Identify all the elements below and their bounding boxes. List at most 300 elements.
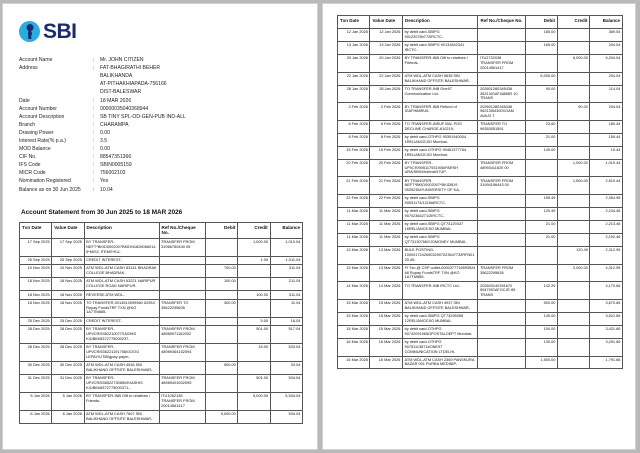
info-colon: : <box>93 97 95 104</box>
cell-debit: 165.00 <box>525 41 557 54</box>
table-row <box>338 41 623 54</box>
cell-description: BY TRANSFER-INB Gift to relatives / Friends- <box>402 54 478 72</box>
cell-value-date: 25 Dec 2025 <box>52 317 84 325</box>
info-label: Interest Rate(% p.a.) <box>19 137 66 144</box>
info-value: 0.00 <box>100 129 110 136</box>
cell-credit <box>557 41 589 54</box>
cell-debit <box>525 103 557 121</box>
cell-value-date: 28 Dec 2025 <box>52 325 84 343</box>
cell-balance: 3,421.66 <box>590 325 623 338</box>
cell-value-date: 6 Feb 2026 <box>370 120 402 133</box>
info-colon: : <box>93 121 95 128</box>
statement-period-title: Account Statement from 30 Jun 2025 to 18 MAR 2026 <box>21 208 183 216</box>
cell-description: by debit card-SBIPG 90122078h772IRCTC- <box>402 29 478 42</box>
statement-page-1 <box>2 3 318 450</box>
column-header-debit: Debit <box>206 222 238 238</box>
cell-ref-no <box>159 291 206 299</box>
cell-balance: 33.04 <box>270 361 302 374</box>
cell-debit: 21.00 <box>525 234 557 247</box>
table-row <box>20 317 303 325</box>
info-value: 10.04 <box>100 186 113 193</box>
cell-txn-date: 13 Mar 2026 <box>338 246 370 264</box>
info-colon: : <box>93 113 95 120</box>
info-row-opening-balance <box>19 186 186 194</box>
info-row-interest-rate <box>19 137 186 145</box>
cell-ref-no: TRANSFER FROM 31994196443 00 <box>478 177 525 195</box>
info-row-cif-no <box>19 153 186 161</box>
info-label: Balance as on 30 Jun 2025 <box>19 186 81 193</box>
cell-debit: 300.00 <box>206 299 238 317</box>
cell-ref-no: TRANSFER FROM 31966760440 05 <box>159 238 206 256</box>
info-label: Address <box>19 65 38 72</box>
table-row <box>338 246 623 264</box>
cell-balance: 517.04 <box>270 325 302 343</box>
info-row-branch <box>19 121 186 129</box>
table-row <box>338 325 623 338</box>
info-colon: : <box>93 129 95 136</box>
cell-description: ATM WDL-ATM CASH 5635 SBI BALIKHAND OFFSITE BALESHWAR- <box>402 72 478 85</box>
info-colon: : <box>93 65 95 72</box>
cell-balance: 311.04 <box>270 265 302 278</box>
info-label: Account Description <box>19 113 65 120</box>
cell-debit: 500.00 <box>206 361 238 374</box>
cell-txn-date: 13 Mar 2026 <box>338 264 370 282</box>
table-row <box>338 103 623 121</box>
cell-description: by debit card-OTHPG 90742091965OPOSTALDEPT Mumbai- <box>402 325 478 338</box>
column-header-txn-date: Txn Date <box>338 16 370 29</box>
cell-balance: 2,234.46 <box>590 208 623 221</box>
cell-ref-no: TRANSFER FROM 48993411620 00 <box>478 159 525 177</box>
cell-txn-date: 28 Jan 2026 <box>338 85 370 103</box>
cell-balance: 114.04 <box>590 85 623 103</box>
info-row-account-number <box>19 105 186 113</box>
transaction-table-page-1 <box>19 222 303 424</box>
info-value: 756002103 <box>100 170 126 177</box>
table-row <box>20 410 303 423</box>
column-header-description: Description <box>402 16 478 29</box>
info-value: CHARAMPA <box>100 121 129 128</box>
cell-description: by debit card-OTHPG 90461377764 1RELIANCEJIO Mumbai- <box>402 146 478 159</box>
info-row-date <box>19 96 186 104</box>
cell-value-date: 15 Mar 2026 <box>370 312 402 325</box>
cell-debit <box>206 343 238 361</box>
cell-balance: 3,291.66 <box>590 338 623 356</box>
info-row-micr-code <box>19 169 186 177</box>
cell-debit: 1,500.00 <box>525 356 557 369</box>
cell-ref-no <box>478 299 525 312</box>
table-row <box>20 299 303 317</box>
address-line-row <box>19 72 186 80</box>
cell-description: by debit card-OTHPG 90751113871#ONE97 COMMUNICATION LTDELHI- <box>402 338 478 356</box>
cell-ref-no <box>159 256 206 264</box>
cell-value-date: 6 Jan 2026 <box>52 410 84 423</box>
cell-debit: 149.00 <box>525 312 557 325</box>
cell-credit: 90.00 <box>557 103 589 121</box>
cell-txn-date: 30 Dec 2025 <box>20 361 52 374</box>
cell-credit: 501.00 <box>238 325 270 343</box>
cell-balance: 180.44 <box>590 120 623 133</box>
cell-balance: 534.04 <box>270 410 302 423</box>
info-row-account-name <box>19 56 186 64</box>
cell-txn-date: 22 Feb 2026 <box>338 195 370 208</box>
info-value: 18 MAR 2026 <box>100 97 132 104</box>
table-row <box>338 312 623 325</box>
cell-balance: 3,521.66 <box>590 312 623 325</box>
cell-txn-date: 15 Feb 2026 <box>338 146 370 159</box>
cell-credit: 5.00 <box>238 317 270 325</box>
column-header-ref-no: Ref No./Cheque No. <box>478 16 525 29</box>
cell-txn-date: 2 Feb 2026 <box>338 103 370 121</box>
table-row <box>338 264 623 282</box>
cell-debit: 21.00 <box>525 133 557 146</box>
info-value: Yes <box>100 178 109 185</box>
table-header-row <box>338 16 623 29</box>
sbi-logo <box>19 18 303 44</box>
cell-txn-date: 31 Dec 2025 <box>20 374 52 392</box>
cell-credit: 1,000.00 <box>238 238 270 256</box>
cell-ref-no <box>478 208 525 221</box>
cell-balance: 2,312.95 <box>590 246 623 264</box>
info-label: MOD Balance <box>19 146 51 153</box>
info-value: 0.00 <box>100 146 110 153</box>
cell-value-date: 12 Jan 2026 <box>370 29 402 42</box>
cell-txn-date: 21 Feb 2026 <box>338 177 370 195</box>
column-header-value-date: Value Date <box>370 16 402 29</box>
table-row <box>338 356 623 369</box>
cell-credit <box>557 338 589 356</box>
cell-ref-no: ITU1062136 TRANSFER FROM 20014561417 <box>159 392 206 410</box>
cell-debit <box>525 177 557 195</box>
info-row-mod-balance <box>19 145 186 153</box>
cell-description: BY TRANSFER-INB Gift to relatives / Friends- <box>84 392 159 410</box>
cell-credit: 1,000.00 <box>557 159 589 177</box>
cell-ref-no <box>159 317 206 325</box>
cell-description: BULK POSTING-100001724269032907023647732RFN0120.49- <box>402 246 478 264</box>
cell-credit <box>557 133 589 146</box>
table-row <box>20 392 303 410</box>
cell-value-date: 31 Dec 2025 <box>52 374 84 392</box>
cell-txn-date: 11 Mar 2026 <box>338 208 370 221</box>
info-colon: : <box>93 170 95 177</box>
cell-txn-date: 8 Feb 2026 <box>338 133 370 146</box>
address-line: DIST-BALESWAR <box>100 89 142 96</box>
cell-balance: 3,670.66 <box>590 299 623 312</box>
cell-credit <box>238 410 270 423</box>
cell-description: by debit card-SBIPG QT73129437 16RELIANCEJIO MUMBAI- <box>402 221 478 234</box>
cell-value-date: 15 Feb 2026 <box>370 146 402 159</box>
cell-description: BY TRANSFER-NEFT*BKID0002007BKIDN18260660145*MISC ITEMS*KU- <box>84 238 159 256</box>
info-label: Account Name <box>19 57 53 64</box>
transaction-rows-page-1 <box>20 238 303 423</box>
cell-description: BY TRANSFER-UPI/CR/536221007/TIASHIS K/UBIN/8372775000237- <box>84 325 159 343</box>
cell-ref-no <box>478 29 525 42</box>
cell-credit <box>557 146 589 159</box>
info-row-account-description <box>19 113 186 121</box>
cell-value-date: 2 Feb 2026 <box>370 103 402 121</box>
cell-ref-no: ITU2732038 TRANSFER FROM 20014561417 <box>478 54 525 72</box>
cell-balance: 5,534.04 <box>270 392 302 410</box>
cell-credit <box>557 356 589 369</box>
column-header-balance: Balance <box>590 16 623 29</box>
cell-txn-date: 28 Dec 2025 <box>20 325 52 343</box>
cell-ref-no: 202603140391670 59479IGAFOCJE 85 TRANS <box>478 282 525 300</box>
address-line-row <box>19 80 186 88</box>
cell-debit: 100.00 <box>525 325 557 338</box>
info-label: Account Number <box>19 105 57 112</box>
sbi-keyhole-icon <box>19 21 40 42</box>
statement-page-2 <box>322 3 636 450</box>
cell-debit <box>206 317 238 325</box>
cell-value-date: 28 Dec 2025 <box>52 343 84 361</box>
table-row <box>20 325 303 343</box>
info-colon: : <box>93 105 95 112</box>
cell-value-date: 18 Nov 2025 <box>52 291 84 299</box>
cell-balance: 2,354.95 <box>590 195 623 208</box>
cell-ref-no <box>159 361 206 374</box>
cell-balance: 1,011.04 <box>270 256 302 264</box>
cell-value-date: 11 Mar 2026 <box>370 234 402 247</box>
info-colon: : <box>93 146 95 153</box>
cell-balance: 1,010.44 <box>590 159 623 177</box>
cell-txn-date: 15 Mar 2026 <box>338 312 370 325</box>
cell-ref-no <box>159 278 206 291</box>
cell-txn-date: 15 Mar 2026 <box>338 325 370 338</box>
info-colon: : <box>93 186 95 193</box>
info-label: MICR Code <box>19 170 46 177</box>
column-header-description: Description <box>84 222 159 238</box>
cell-balance: 11.04 <box>270 299 302 317</box>
info-label: Date <box>19 97 30 104</box>
cell-txn-date: 11 Mar 2026 <box>338 234 370 247</box>
cell-description: BY TRANSFER-UPI/CR/536221191756/GOOG LEPAY/UTIB/gpay-paym- <box>84 343 159 361</box>
info-colon: : <box>93 137 95 144</box>
cell-description: CREDIT INTEREST- <box>84 256 159 264</box>
column-header-balance: Balance <box>270 222 302 238</box>
cell-debit: 142.29 <box>525 282 557 300</box>
cell-ref-no: 202601280345436 36213IGAFI4868R 10 TRANS <box>478 85 525 103</box>
cell-description: ATM WDL-ATM CASH 7607 SBI BALIKHAND OFFSITE BALESHWAR- <box>84 410 159 423</box>
table-row <box>20 265 303 278</box>
column-header-debit: Debit <box>525 16 557 29</box>
cell-ref-no <box>478 246 525 264</box>
cell-ref-no: TRANSFER TO 96353051591 <box>478 120 525 133</box>
info-row-drawing-power <box>19 129 186 137</box>
cell-ref-no <box>478 72 525 85</box>
account-info-table <box>19 56 186 194</box>
cell-value-date: 16 Mar 2026 <box>370 356 402 369</box>
cell-balance: 159.44 <box>590 133 623 146</box>
cell-debit <box>206 392 238 410</box>
table-row <box>338 177 623 195</box>
cell-credit <box>557 325 589 338</box>
info-value: Mr. JOHN CITIZEN <box>100 57 144 64</box>
cell-description: ATM WDL-ATM CASH 2369 PANSKURA BAZAR 001 PURBA MEDINIP- <box>402 356 478 369</box>
info-value: SB TINY SPL-OD-GEN-PUB IND-ALL <box>100 113 186 120</box>
cell-credit: 2,000.00 <box>557 264 589 282</box>
cell-description: ATM WDL-ATM CASH 4937 SBI BALIKHAND OFFSITE BALESHWAR- <box>402 299 478 312</box>
cell-value-date: 10 Nov 2025 <box>52 265 84 278</box>
cell-debit <box>206 325 238 343</box>
cell-txn-date: 12 Jan 2026 <box>338 29 370 42</box>
column-header-value-date: Value Date <box>52 222 84 238</box>
cell-value-date: 14 Mar 2026 <box>370 282 402 300</box>
cell-description: by debit card-OTHPG 90391940004 1RELIANCEJIO Mumbai- <box>402 133 478 146</box>
cell-value-date: 25 Sep 2025 <box>52 256 84 264</box>
info-value: 00000035040368944 <box>100 105 149 112</box>
address-line-row <box>19 88 186 96</box>
cell-description: by debit card-SBIPG QT73295055 12RELIANCEJIO MUMBAI- <box>402 312 478 325</box>
cell-txn-date: 25 Dec 2025 <box>20 317 52 325</box>
cell-txn-date: 18 Nov 2025 <box>20 278 52 291</box>
cell-credit <box>557 120 589 133</box>
table-row <box>20 361 303 374</box>
cell-balance: 533.04 <box>270 343 302 361</box>
cell-value-date: 13 Mar 2026 <box>370 246 402 264</box>
cell-credit <box>557 195 589 208</box>
cell-description: ATM WDL-ATM CASH 4518 SBI BALIKHAND OFFSITE BALESHWAR- <box>84 361 159 374</box>
table-row <box>20 343 303 361</box>
address-line: BALIKHANDA <box>100 73 133 80</box>
cell-balance: 1,010.04 <box>270 238 302 256</box>
cell-ref-no <box>478 356 525 369</box>
cell-txn-date: 22 Jan 2026 <box>338 72 370 85</box>
cell-debit <box>206 291 238 299</box>
table-row <box>20 256 303 264</box>
cell-value-date: 18 Nov 2025 <box>52 299 84 317</box>
cell-value-date: 15 Mar 2026 <box>370 325 402 338</box>
info-colon: : <box>93 178 95 185</box>
cell-debit: 165.00 <box>525 29 557 42</box>
cell-txn-date: 10 Nov 2025 <box>20 265 52 278</box>
cell-value-date: 15 Mar 2026 <box>370 299 402 312</box>
cell-balance: 2,510.44 <box>590 177 623 195</box>
cell-ref-no <box>478 133 525 146</box>
cell-txn-date: 14 Mar 2026 <box>338 282 370 300</box>
table-row <box>20 291 303 299</box>
info-colon: : <box>93 57 95 64</box>
cell-description: by debit card-SBIPG 90131842341 IRCTC- <box>402 41 478 54</box>
transaction-rows-page-2 <box>338 29 623 369</box>
table-row <box>338 29 623 42</box>
info-value: 3.5 <box>100 137 108 144</box>
cell-value-date: 17 Sep 2025 <box>52 238 84 256</box>
cell-txn-date: 6 Jan 2026 <box>20 410 52 423</box>
cell-ref-no <box>478 41 525 54</box>
cell-txn-date: 5 Jan 2026 <box>20 392 52 410</box>
address-line: AT-PITHAKHIAPADA-756166 <box>100 81 167 88</box>
cell-value-date: 20 Feb 2026 <box>370 159 402 177</box>
info-label: Branch <box>19 121 36 128</box>
table-row <box>338 195 623 208</box>
cell-txn-date: 16 Mar 2026 <box>338 338 370 356</box>
table-row <box>338 234 623 247</box>
cell-balance: 4,312.95 <box>590 264 623 282</box>
cell-txn-date: 6 Feb 2026 <box>338 120 370 133</box>
cell-value-date: 30 Dec 2025 <box>52 361 84 374</box>
cell-value-date: 11 Mar 2026 <box>370 208 402 221</box>
table-row <box>338 72 623 85</box>
cell-debit: 155.49 <box>525 195 557 208</box>
cell-value-date: 11 Mar 2026 <box>370 221 402 234</box>
cell-value-date: 18 Nov 2025 <box>52 278 84 291</box>
cell-description: BY TRANSFER-INB Refund of IGAFH88RU5- <box>402 103 478 121</box>
info-value: 88547351366 <box>100 154 132 161</box>
info-value: SBIN0005159 <box>100 162 132 169</box>
cell-value-date: 5 Jan 2026 <box>52 392 84 410</box>
cell-debit: 5,000.00 <box>206 410 238 423</box>
cell-description: REVERSE ATM WDL- <box>84 291 159 299</box>
cell-balance: 204.04 <box>590 41 623 54</box>
info-label: CIF No. <box>19 154 37 161</box>
cell-debit: 23.60 <box>525 120 557 133</box>
cell-description: BY TRANSFER-UPI/CR/905117931906/PARSH URA/SBIN/h4rinsk97UP- <box>402 159 478 177</box>
cell-balance: 1,791.66 <box>590 356 623 369</box>
cell-balance: 211.04 <box>270 278 302 291</box>
cell-debit: 149.00 <box>525 146 557 159</box>
table-row <box>338 299 623 312</box>
cell-balance: 204.04 <box>590 72 623 85</box>
table-row <box>20 278 303 291</box>
table-row <box>338 221 623 234</box>
cell-ref-no: TRANSFER FROM 48989401502095 <box>159 374 206 392</box>
column-header-credit: Credit <box>238 222 270 238</box>
cell-debit: 120.49 <box>525 208 557 221</box>
info-label: Drawing Power <box>19 129 54 136</box>
info-label: Nomination Registered <box>19 178 71 185</box>
cell-description: ATM WDL-ATM CASH 63221 NARIPUR COLLEGE ROAD NARIPUR- <box>84 278 159 291</box>
cell-ref-no <box>478 234 525 247</box>
column-header-ref-no: Ref No./Cheque No. <box>159 222 206 238</box>
cell-debit <box>206 256 238 264</box>
table-row <box>338 338 623 356</box>
cell-debit <box>525 264 557 282</box>
table-row <box>338 159 623 177</box>
cell-debit: 700.00 <box>206 265 238 278</box>
cell-ref-no <box>478 312 525 325</box>
cell-ref-no <box>478 221 525 234</box>
cell-ref-no: TRANSFER FROM 35622295635 <box>478 264 525 282</box>
cell-balance: 4,170.66 <box>590 282 623 300</box>
cell-debit: 21.00 <box>525 221 557 234</box>
table-row <box>338 208 623 221</box>
cell-txn-date: 18 Nov 2025 <box>20 291 52 299</box>
cell-ref-no <box>159 265 206 278</box>
cell-credit <box>557 312 589 325</box>
table-row <box>338 146 623 159</box>
cell-ref-no <box>159 410 206 423</box>
cell-description: by debit card-SBIPG QT73130766GJOMONEY MUMBAI- <box>402 234 478 247</box>
info-row-nomination <box>19 177 186 185</box>
cell-txn-date: 17 Sep 2025 <box>20 238 52 256</box>
cell-value-date: 13 Mar 2026 <box>370 264 402 282</box>
cell-value-date: 21 Feb 2026 <box>370 177 402 195</box>
cell-debit: 90.00 <box>525 85 557 103</box>
cell-credit <box>238 361 270 374</box>
cell-description: by debit card-SBIPG 90702364271/2IRCTC- <box>402 208 478 221</box>
cell-debit <box>206 374 238 392</box>
cell-ref-no: TRANSFER FROM 48989971162002 <box>159 325 206 343</box>
cell-ref-no <box>478 195 525 208</box>
cell-description: by debit card-SBIPG 90531174/1215#IRCTC- <box>402 195 478 208</box>
cell-ref-no <box>478 325 525 338</box>
cell-credit: 6,000.00 <box>557 54 589 72</box>
cell-txn-date: 18 Nov 2025 <box>20 299 52 317</box>
table-row <box>338 120 623 133</box>
cell-balance: 2,192.46 <box>590 234 623 247</box>
cell-description: BY TRANSFER-UPI/CR/536522730650/KIASHIS K/UBIN/8372775000371- <box>84 374 159 392</box>
info-label: IFS Code <box>19 162 41 169</box>
cell-txn-date: 25 Sep 2025 <box>20 256 52 264</box>
